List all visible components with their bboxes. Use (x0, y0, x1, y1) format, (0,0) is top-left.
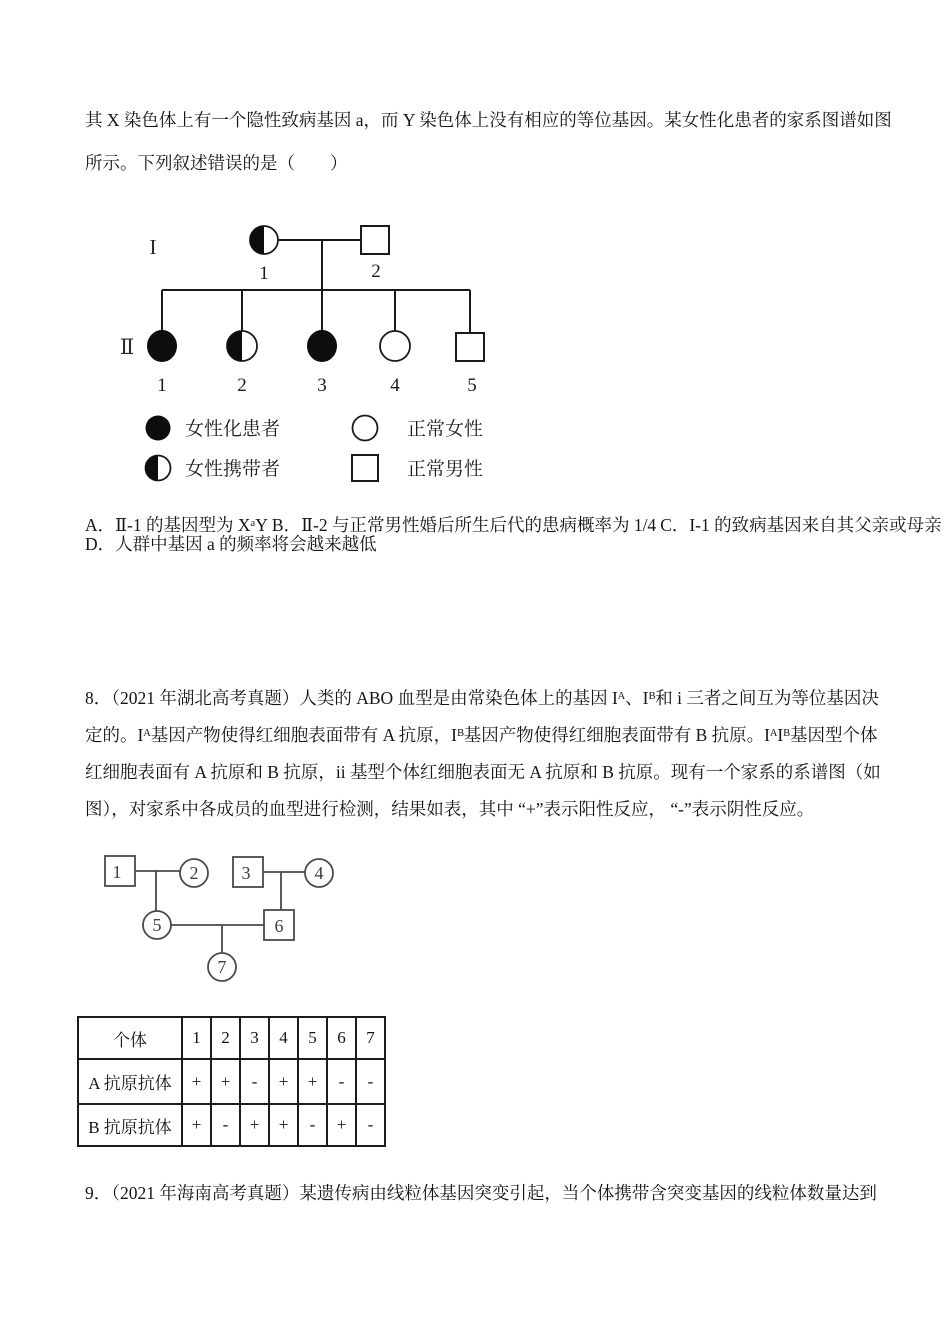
row-b-label: B 抗原抗体 (78, 1104, 182, 1146)
table-header-row (78, 1017, 385, 1059)
legend-label-carrier-female: 女性携带者 (185, 459, 281, 480)
individual-I-2 empty-square-symbol (361, 226, 389, 254)
individual-6-id: 6 (274, 916, 284, 936)
table-row-a-antigen (78, 1059, 385, 1104)
generation-i-label: I (149, 235, 157, 259)
pedigree-connector-lines (162, 240, 470, 333)
individual-II-4 empty-circle-symbol (380, 331, 410, 361)
legend-label-affected-female: 女性化患者 (185, 419, 281, 440)
individual-II-4-id: 4 (390, 375, 400, 396)
cell-a-2: + (211, 1059, 240, 1104)
table-row-b-antigen (78, 1104, 385, 1146)
individual-2-id: 2 (189, 863, 199, 883)
cell-b-2: - (211, 1104, 240, 1146)
table-header-7: 7 (356, 1017, 385, 1059)
q8-pedigree-diagram (100, 848, 350, 993)
cell-a-1: + (182, 1059, 211, 1104)
individual-II-1 filled-circle-symbol (148, 331, 177, 362)
table-header-3: 3 (240, 1017, 269, 1059)
individual-II-3 filled-circle-symbol (308, 331, 337, 362)
individual-I-1 (250, 226, 278, 254)
legend-half-filled-circle-icon (146, 456, 171, 481)
q8-stem (85, 690, 881, 838)
q8-stem-line-3: 红细胞表面有 A 抗原和 B 抗原，ii 基型个体红细胞表面无 A 抗原和 B 抗原。现有一个家系的系谱图（如 (85, 762, 881, 782)
individual-I-1-id: 1 (259, 263, 269, 284)
q7-option-a: A．Ⅱ-1 的基因型为 XᵃY (85, 515, 268, 535)
half-fill (250, 226, 264, 254)
individual-7-id: 7 (217, 957, 227, 977)
legend-label-normal-male: 正常男性 (407, 459, 484, 480)
q9-stem-line-1: 9．（2021 年海南高考真题）某遗传病由线粒体基因突变引起，当个体携带含突变基因的线粒体数量达到 (85, 1183, 877, 1203)
individual-5-id: 5 (152, 915, 162, 935)
q7-option-d: D．人群中基因 a 的频率将会越来越低 (85, 534, 377, 554)
half-fill (227, 331, 242, 361)
individual-I-2-id: 2 (371, 261, 381, 282)
q7-option-b: B．Ⅱ-2 与正常男性婚后所生后代的患病概率为 1/4 (271, 515, 657, 535)
cell-b-1: + (182, 1104, 211, 1146)
blood-test-table (77, 1016, 386, 1147)
cell-a-7: - (356, 1059, 385, 1104)
q7-pedigree-diagram (95, 213, 515, 408)
table-header-5: 5 (298, 1017, 327, 1059)
legend-filled-circle-icon (146, 416, 171, 441)
legend-label-normal-female: 正常女性 (407, 419, 484, 440)
q7-option-c: C．I-1 的致病基因来自其父亲或母亲 (660, 515, 942, 535)
table-header-individual: 个体 (78, 1017, 182, 1059)
individual-II-5-id: 5 (467, 375, 477, 396)
table-header-1: 1 (182, 1017, 211, 1059)
individual-3-id: 3 (241, 863, 251, 883)
generation-ii-label: Ⅱ (119, 335, 135, 359)
table-header-4: 4 (269, 1017, 298, 1059)
q7-options (85, 517, 950, 555)
q9-stem (85, 1185, 877, 1203)
table-header-2: 2 (211, 1017, 240, 1059)
individual-II-2-id: 2 (237, 375, 247, 396)
individual-II-3-id: 3 (317, 375, 327, 396)
cell-a-3: - (240, 1059, 269, 1104)
row-a-label: A 抗原抗体 (78, 1059, 182, 1104)
table-header-6: 6 (327, 1017, 356, 1059)
legend-empty-circle-icon (353, 416, 378, 441)
cell-a-6: - (327, 1059, 356, 1104)
q7-stem-line-2: 所示。下列叙述错误的是（ ） (85, 153, 348, 173)
cell-a-5: + (298, 1059, 327, 1104)
individual-II-5 empty-square-symbol (456, 333, 484, 361)
q7-stem-line-1: 其 X 染色体上有一个隐性致病基因 a，而 Y 染色体上没有相应的等位基因。某女性化患者的家系图谱如图 (85, 110, 892, 130)
cell-b-6: + (327, 1104, 356, 1146)
q7-pedigree-legend (140, 403, 560, 498)
cell-b-3: + (240, 1104, 269, 1146)
q8-stem-line-2: 定的。Iᴬ基因产物使得红细胞表面带有 A 抗原，Iᴮ基因产物使得红细胞表面带有 B 抗原。IᴬIᴮ基因型个体 (85, 725, 878, 745)
individual-1-id: 1 (112, 862, 122, 882)
individual-II-1-id: 1 (157, 375, 167, 396)
cell-b-4: + (269, 1104, 298, 1146)
individual-4-id: 4 (314, 863, 324, 883)
q7-stem (85, 112, 892, 198)
cell-a-4: + (269, 1059, 298, 1104)
individual-II-2 (227, 331, 257, 361)
cell-b-7: - (356, 1104, 385, 1146)
q8-stem-line-1: 8．（2021 年湖北高考真题）人类的 ABO 血型是由常染色体上的基因 Iᴬ、Iᴮ和 i 三者之间互为等位基因决 (85, 688, 879, 708)
q8-stem-line-4: 图），对家系中各成员的血型进行检测，结果如表，其中 “+”表示阳性反应， “-”表示阴性反应。 (85, 799, 815, 819)
cell-b-5: - (298, 1104, 327, 1146)
legend-empty-square-icon (352, 455, 378, 481)
